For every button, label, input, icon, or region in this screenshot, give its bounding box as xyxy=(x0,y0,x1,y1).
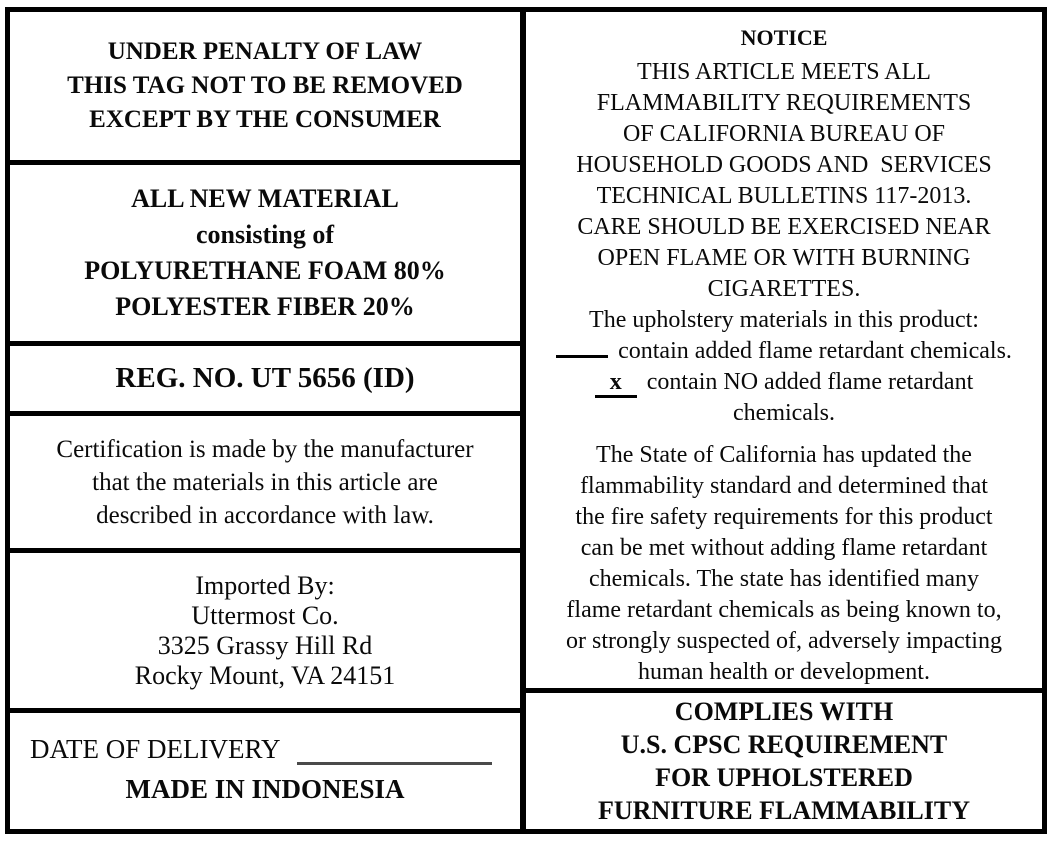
cpsc-box xyxy=(526,693,1042,829)
delivery-date-blank xyxy=(297,735,493,765)
material-line: consisting of xyxy=(196,220,334,249)
notice-line: CIGARETTES. xyxy=(707,276,861,302)
cpsc-line: COMPLIES WITH xyxy=(674,697,894,726)
material-line: ALL NEW MATERIAL xyxy=(131,184,399,213)
reg-no-box xyxy=(10,346,520,416)
notice-title: NOTICE xyxy=(740,25,828,50)
penalty-line: UNDER PENALTY OF LAW xyxy=(107,38,423,65)
penalty-line: THIS TAG NOT TO BE REMOVED xyxy=(67,72,463,99)
penalty-line: EXCEPT BY THE CONSUMER xyxy=(89,106,441,133)
certification-line: Certification is made by the manufacturer xyxy=(56,435,474,463)
delivery-date-label: DATE OF DELIVERY xyxy=(30,734,281,764)
importer-line: Imported By: xyxy=(195,570,335,600)
penalty-box xyxy=(10,12,520,165)
right-column xyxy=(526,12,1042,829)
flame-option-text: contain added flame retardant chemicals. xyxy=(618,338,1012,364)
notice-line: TECHNICAL BULLETINS 117-2013. xyxy=(596,183,972,209)
left-column xyxy=(10,12,526,829)
notice-line: THIS ARTICLE MEETS ALL xyxy=(637,59,931,85)
importer-line: 3325 Grassy Hill Rd xyxy=(157,630,373,660)
upholstery-intro: The upholstery materials in this product: xyxy=(589,307,979,333)
notice-line: OF CALIFORNIA BUREAU OF xyxy=(622,121,946,147)
certification-box xyxy=(10,416,520,553)
material-line: POLYURETHANE FOAM 80% xyxy=(84,256,446,285)
reg-no-text: REG. NO. UT 5656 (ID) xyxy=(115,362,415,394)
no-flame-option-line xyxy=(532,367,1036,398)
cpsc-line: FURNITURE FLAMMABILITY xyxy=(598,796,970,825)
delivery-row xyxy=(16,733,514,765)
flame-option-blank xyxy=(556,341,608,358)
importer-line: Rocky Mount, VA 24151 xyxy=(134,660,396,690)
flame-option-line xyxy=(532,336,1036,367)
notice-box xyxy=(526,12,1042,693)
certification-line: described in accordance with law. xyxy=(96,501,434,529)
state-para-line: human health or development. xyxy=(638,659,930,685)
notice-line: OPEN FLAME OR WITH BURNING xyxy=(597,245,971,271)
notice-line: FLAMMABILITY REQUIREMENTS xyxy=(596,90,972,116)
certification-line: that the materials in this article are xyxy=(92,468,438,496)
state-para-line: flame retardant chemicals as being known to, xyxy=(566,597,1002,623)
no-flame-option-text: contain NO added flame retardant xyxy=(646,369,974,395)
material-line: POLYESTER FIBER 20% xyxy=(115,292,415,321)
state-para-line: chemicals. The state has identified many xyxy=(588,566,980,592)
cpsc-line: U.S. CPSC REQUIREMENT xyxy=(620,730,948,759)
law-label xyxy=(5,7,1047,834)
notice-line: CARE SHOULD BE EXERCISED NEAR xyxy=(577,214,991,240)
material-box xyxy=(10,165,520,346)
state-para-line: can be met without adding flame retardant xyxy=(580,535,988,561)
no-flame-option-text2: chemicals. xyxy=(733,400,835,426)
delivery-box xyxy=(10,713,520,829)
importer-line: Uttermost Co. xyxy=(191,600,339,630)
made-in-text: MADE IN INDONESIA xyxy=(125,774,405,804)
state-para-line: or strongly suspected of, adversely impacting xyxy=(566,628,1002,654)
state-para-line: flammability standard and determined that xyxy=(580,473,988,499)
notice-line: HOUSEHOLD GOODS AND SERVICES xyxy=(576,152,992,178)
importer-box xyxy=(10,553,520,713)
state-para-line: the fire safety requirements for this product xyxy=(575,504,993,530)
x-mark: x xyxy=(595,369,637,398)
cpsc-line: FOR UPHOLSTERED xyxy=(655,763,913,792)
state-para-line: The State of California has updated the xyxy=(596,442,972,468)
